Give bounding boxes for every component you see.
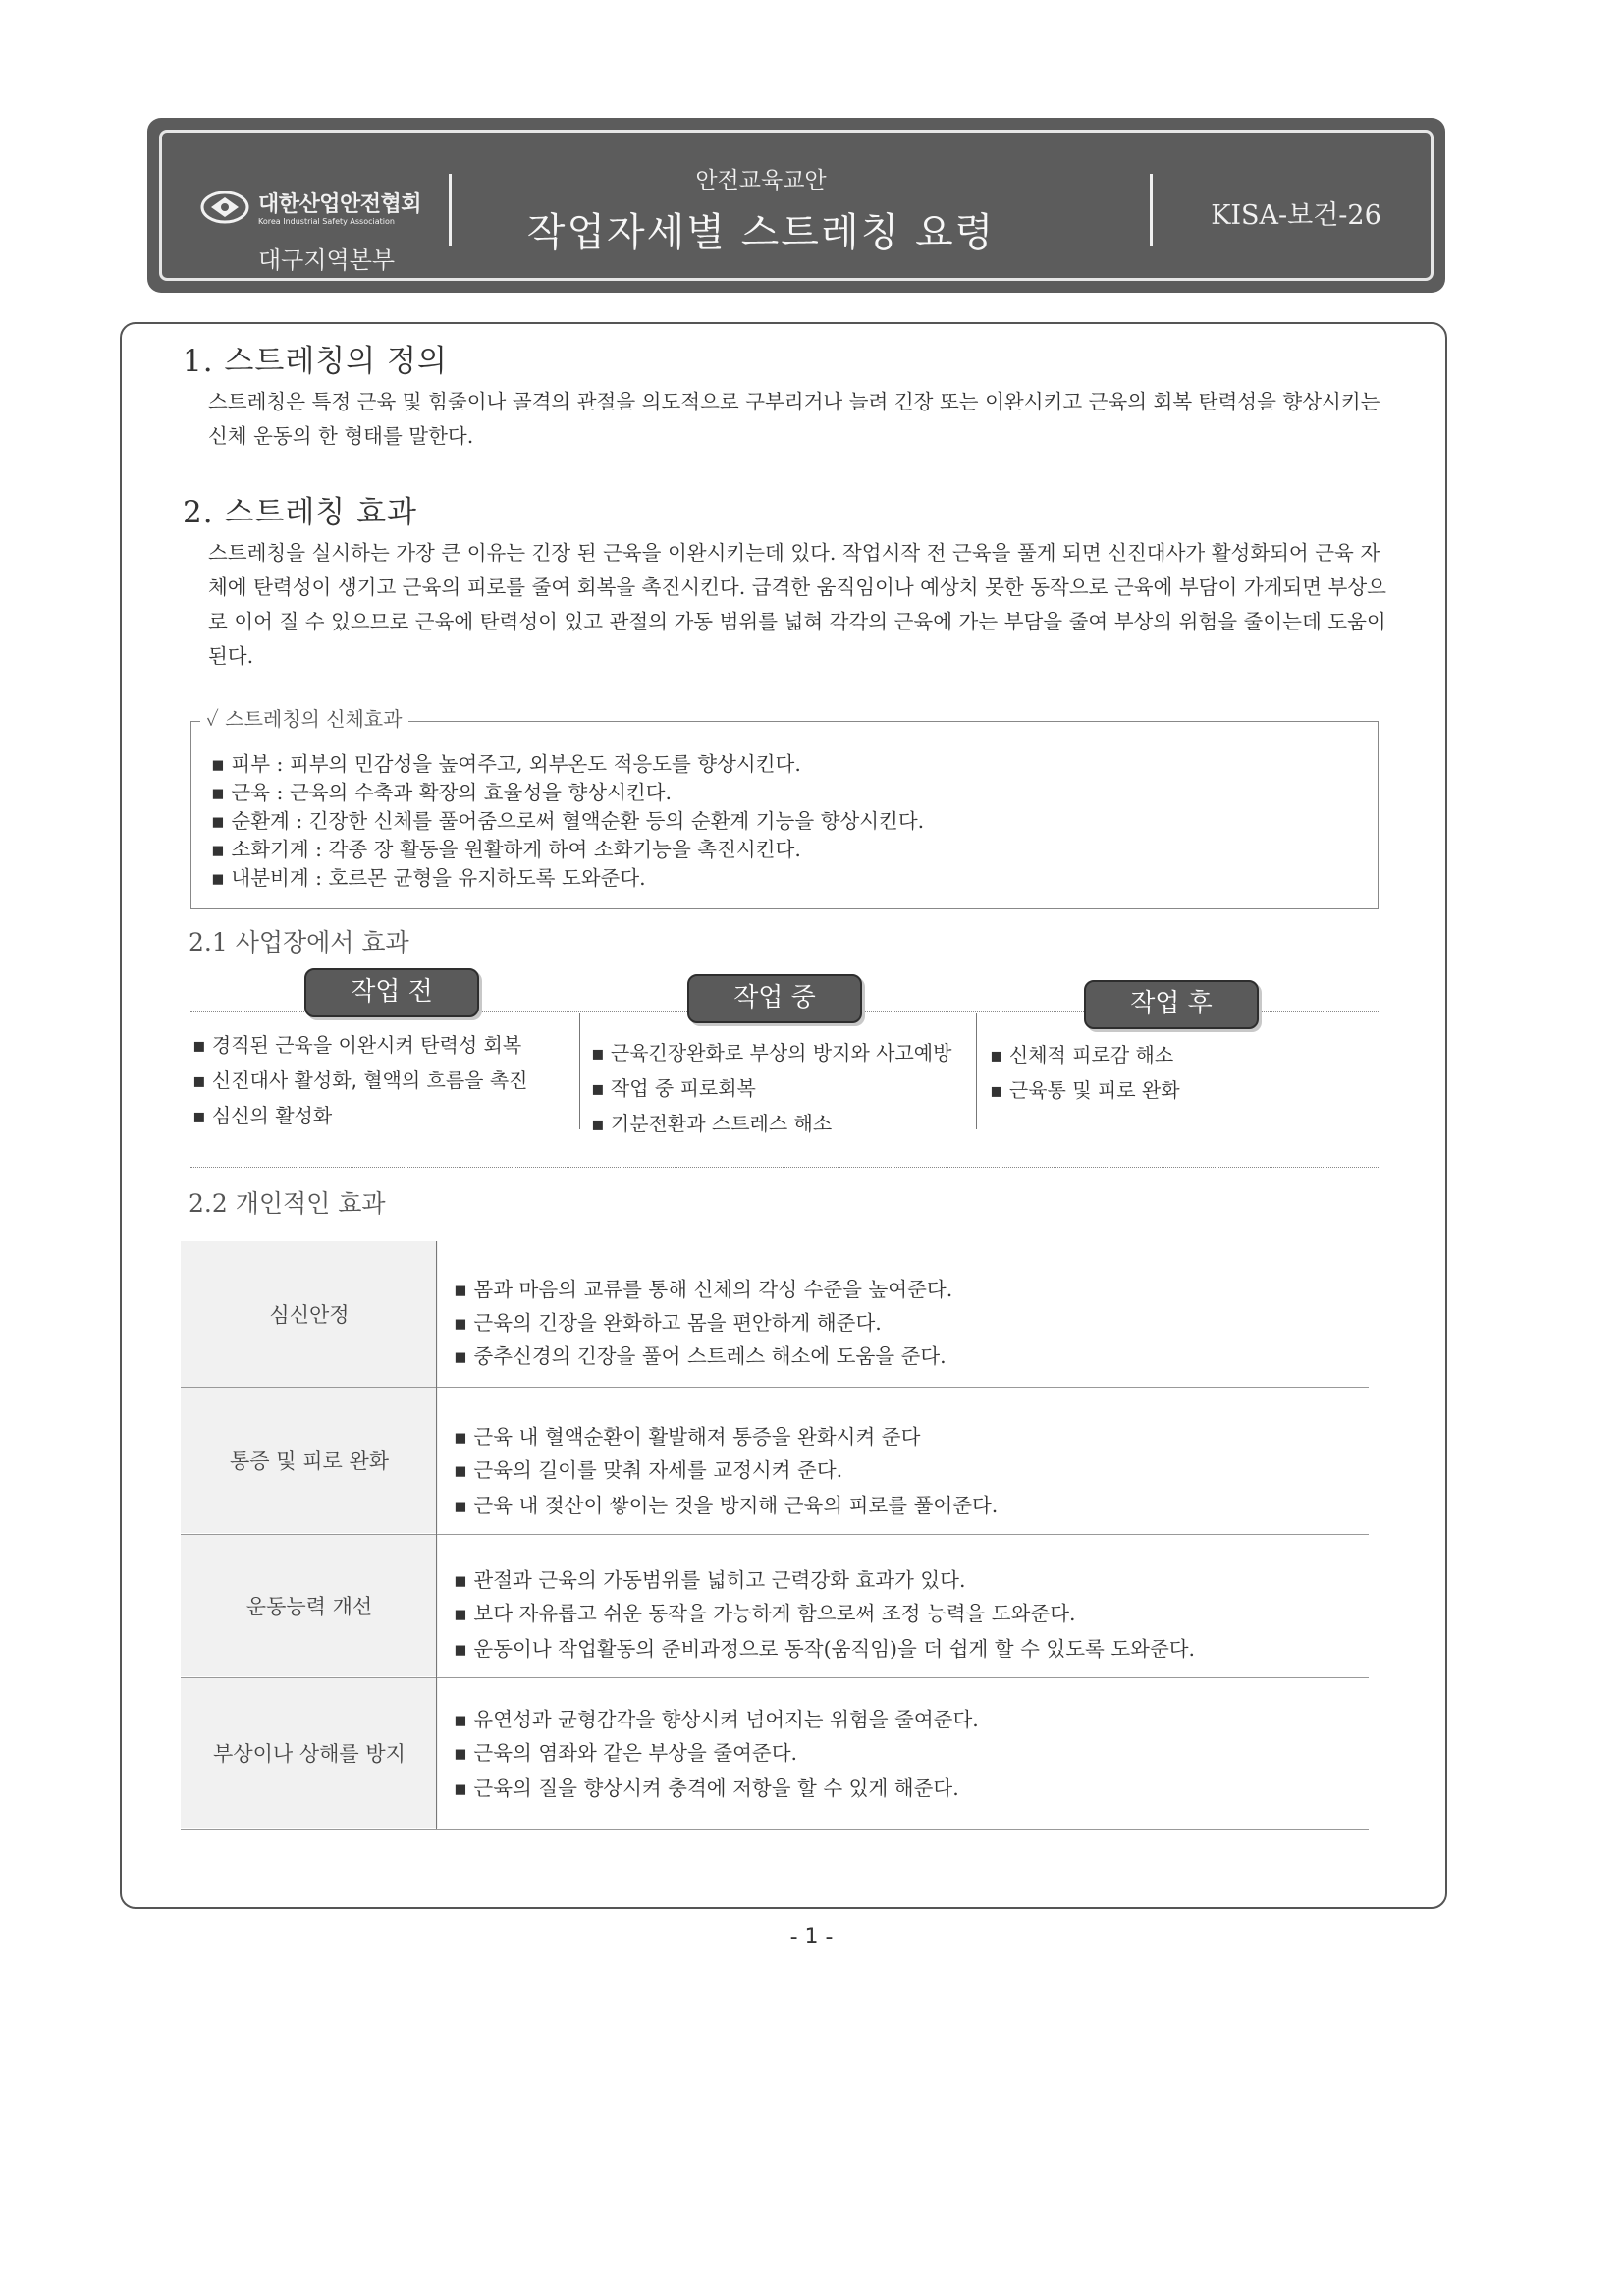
section1-text: 스트레칭은 특정 근육 및 힘줄이나 골격의 관절을 의도적으로 구부리거나 늘려 긴장 또는 이완시키고 근육의 회복 탄력성을 향상시키는 신체 운동의 한 형태를 말한다. [208,390,1380,448]
list-item: ▪ 작업 중 피로회복 [591,1076,756,1100]
list-item: ▪ 심신의 활성화 [192,1104,333,1127]
table-cell: ▪ 몸과 마음의 교류를 통해 신체의 각성 수준을 높여준다. [454,1278,953,1301]
badge-during-work: 작업 중 [687,974,862,1023]
list-item: ▪ 기분전환과 스트레스 해소 [591,1112,833,1135]
list-item: ▪ 신체적 피로감 해소 [990,1043,1174,1066]
table-cell: ▪ 근육 내 젖산이 쌓이는 것을 방지해 근육의 피로를 풀어준다. [454,1494,999,1517]
table-cell: ▪ 운동이나 작업활동의 준비과정으로 동작(움직임)을 더 쉽게 할 수 있도록 도와준다. [454,1637,1196,1661]
column-divider [579,1013,580,1129]
table-bottom-divider [181,1829,1369,1830]
table-row-label: 통증 및 피로 완화 [181,1388,438,1533]
list-item: ▪ 경직된 근육을 이완시켜 탄력성 회복 [192,1033,522,1057]
list-item: ▪ 피부 : 피부의 민감성을 높여주고, 외부온도 적응도를 향상시킨다. [211,752,801,776]
table-cell: ▪ 근육의 긴장을 완화하고 몸을 편안하게 해준다. [454,1311,882,1335]
table-cell: ▪ 관절과 근육의 가동범위를 넓히고 근력강화 효과가 있다. [454,1568,966,1592]
table-cell: ▪ 근육의 염좌와 같은 부상을 줄여준다. [454,1741,798,1765]
body-effects-box [190,721,1379,909]
header-inner-border [159,130,1434,281]
badge-before-work: 작업 전 [304,968,479,1017]
header-divider-left [449,174,452,246]
section2-heading: 2. 스트레칭 효과 [183,495,417,530]
list-item: ▪ 소화기계 : 각종 장 활동을 원활하게 하여 소화기능을 촉진시킨다. [211,838,801,861]
column-divider [976,1013,977,1129]
table-column-divider [436,1241,437,1829]
section22-heading: 2.2 개인적인 효과 [189,1189,386,1218]
logo-english-name: Korea Industrial Safety Association [258,217,395,226]
page-number: - 1 - [789,1925,834,1949]
badge-after-work: 작업 후 [1084,980,1259,1029]
logo-region: 대구지역본부 [258,246,396,274]
section1-heading: 1. 스트레칭의 정의 [183,344,448,379]
columns-bottom-divider [190,1167,1379,1168]
kisa-logo-icon [199,188,250,227]
document-code: KISA-보건-26 [1211,200,1381,231]
header-subtitle: 안전교육교안 [695,168,827,193]
document-title: 작업자세별 스트레칭 요령 [526,210,996,255]
table-cell: ▪ 보다 자유롭고 쉬운 동작을 가능하게 함으로써 조정 능력을 도와준다. [454,1602,1076,1625]
header-banner [147,118,1445,293]
table-cell: ▪ 유연성과 균형감각을 향상시켜 넘어지는 위험을 줄여준다. [454,1708,979,1731]
list-item: ▪ 근육 : 근육의 수축과 확장의 효율성을 향상시킨다. [211,781,672,804]
list-item: ▪ 근육통 및 피로 완화 [990,1078,1180,1102]
section21-heading: 2.1 사업장에서 효과 [189,928,409,957]
header-divider-right [1150,174,1153,246]
section2-text: 스트레칭을 실시하는 가장 큰 이유는 긴장 된 근육을 이완시키는데 있다. 작업시작 전 근육을 풀게 되면 신진대사가 활성화되어 근육 자체에 탄력성이 생기고 근육의 피로를 줄여 회복을 촉진시킨다. 급격한 움직임이나 예상치 못한 동작으로 근육에 부담이 가게되면 부상으로 이어 질 수 있으므로 근육에 탄력성이 있고 관절의 가동 범위를 넓혀 각각의 근육에 가는 부담을 줄여 부상의 위험을 줄이는데 도움이 된다. [208,541,1386,668]
org-logo [199,172,435,290]
table-cell: ▪ 근육 내 혈액순환이 활발해져 통증을 완화시켜 준다 [454,1425,921,1449]
body-effects-title: ✓ 스트레칭의 신체효과 [200,703,408,732]
list-item: ▪ 순환계 : 긴장한 신체를 풀어줌으로써 혈액순환 등의 순환계 기능을 향상시킨다. [211,809,925,833]
logo-org-name: 대한산업안전협회 [258,192,422,217]
table-cell: ▪ 근육의 길이를 맞춰 자세를 교정시켜 준다. [454,1458,843,1482]
table-cell: ▪ 중추신경의 긴장을 풀어 스트레스 해소에 도움을 준다. [454,1344,947,1368]
list-item: ▪ 내분비계 : 호르몬 균형을 유지하도록 도와준다. [211,866,646,890]
list-item: ▪ 신진대사 활성화, 혈액의 흐름을 촉진 [192,1068,528,1092]
list-item: ▪ 근육긴장완화로 부상의 방지와 사고예방 [591,1041,952,1065]
table-row-label: 부상이나 상해를 방지 [181,1678,438,1828]
table-row-label: 운동능력 개선 [181,1535,438,1676]
table-row-label: 심신안정 [181,1241,438,1387]
content-frame [120,322,1447,1909]
table-cell: ▪ 근육의 질을 향상시켜 충격에 저항을 할 수 있게 해준다. [454,1777,959,1800]
